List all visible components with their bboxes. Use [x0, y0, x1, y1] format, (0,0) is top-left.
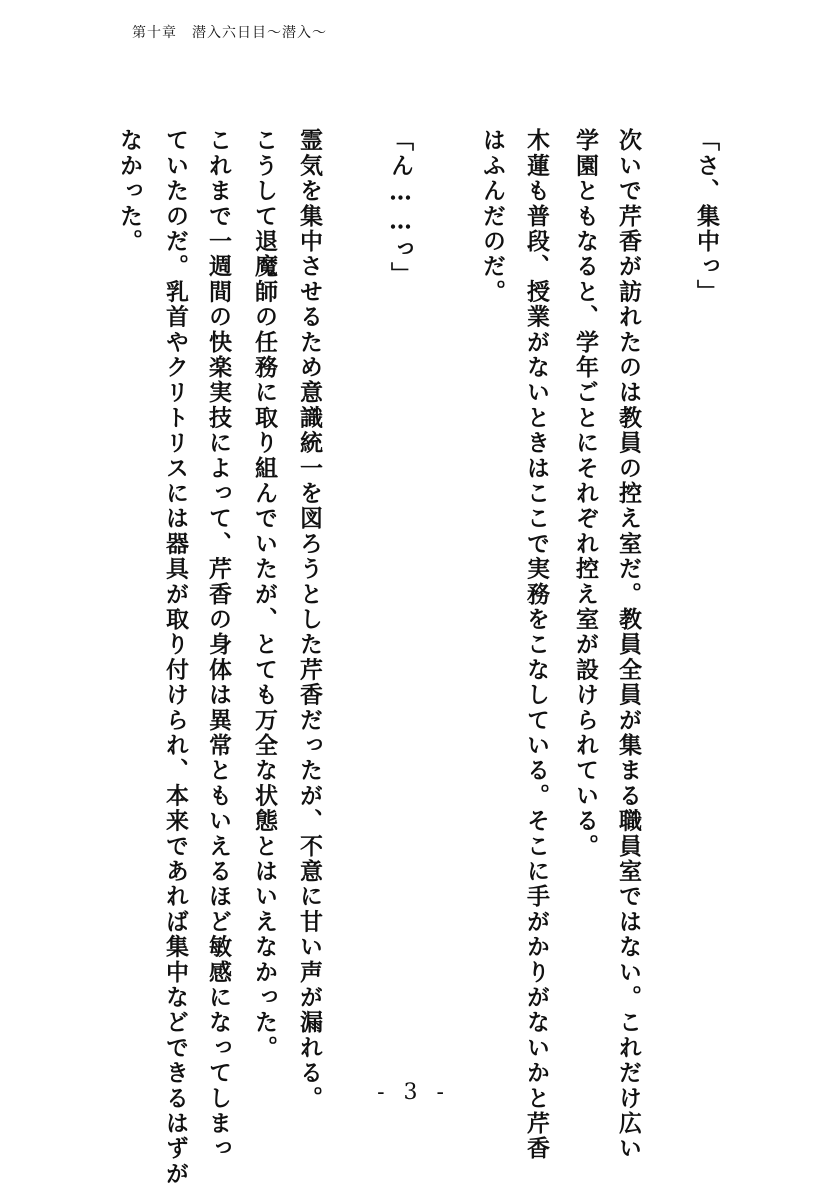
text-line-5: はふんだのだ。	[479, 128, 506, 305]
running-header: 第十章 潜入六日目〜潜入〜	[132, 25, 327, 41]
text-line-7: 「ん……っ」	[387, 128, 414, 288]
text-line-1: 「さ、集中っ」	[693, 128, 720, 305]
text-line-2: 次いで芹香が訪れたのは教員の控え室だ。教員全員が集まる職員室ではない。これだけ広い	[615, 128, 642, 1162]
page-number: - 3 -	[377, 1080, 450, 1105]
text-line-11: これまで一週間の快楽実技によって、芹香の身体は異常ともいえるほど敏感になってしまっ	[205, 128, 232, 1162]
text-line-6	[428, 128, 464, 1058]
text-line-12: ていたのだ。乳首やクリトリスには器具が取り付けられ、本来であれば集中などできるはずが	[162, 128, 189, 1186]
text-line-10: こうして退魔師の任務に取り組んでいたが、とても万全な状態とはいえなかった。	[251, 128, 278, 1061]
text-line-8	[337, 128, 373, 1058]
text-line-9: 霊気を集中させるため意識統一を図ろうとした芹香だったが、不意に甘い声が漏れる。	[296, 128, 323, 1111]
text-line-13: なかった。	[116, 128, 143, 254]
text-line-4: 木蓮も普段、授業がないときはここで実務をこなしている。そこに手がかりがないかと芹香	[523, 128, 550, 1162]
text-line-3: 学園ともなると、学年ごとにそれぞれ控え室が設けられている。	[572, 128, 599, 859]
